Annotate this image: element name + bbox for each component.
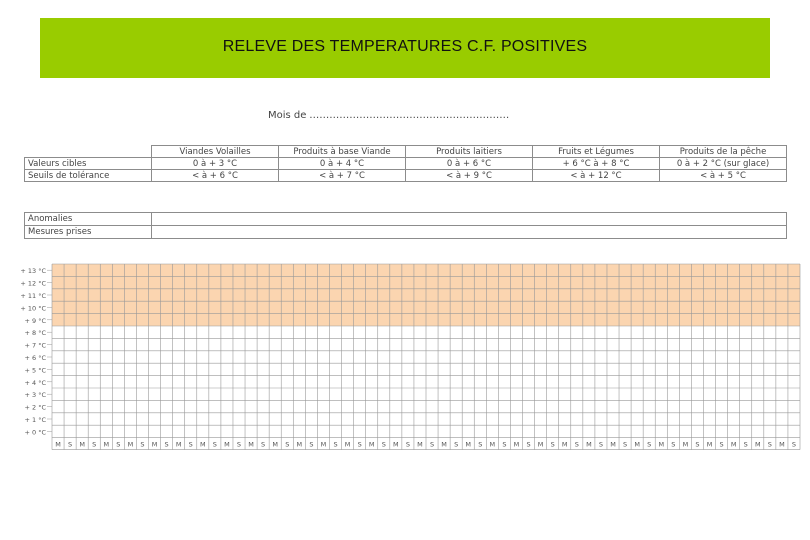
column-label: M [441, 440, 447, 449]
thresholds-corner [25, 146, 152, 158]
column-label: S [381, 440, 386, 449]
row-label: Anomalies [25, 213, 152, 226]
column-label: S [767, 440, 772, 449]
column-label: M [634, 440, 640, 449]
column-label: S [164, 440, 169, 449]
column-label: S [791, 440, 797, 449]
column-label: M [296, 440, 303, 449]
column-label: M [224, 440, 230, 449]
y-axis-label: + 13 °C [20, 267, 46, 276]
column-label: S [92, 440, 97, 449]
column-label: S [333, 440, 338, 449]
y-axis-label: + 2 °C [24, 403, 46, 412]
target-value-cell: 0 à + 2 °C (sur glace) [660, 158, 787, 170]
y-axis-label: + 4 °C [24, 378, 46, 387]
y-axis-label: + 6 °C [24, 354, 46, 362]
anomalies-table [24, 212, 787, 239]
y-axis-label: + 3 °C [24, 391, 46, 400]
column-label: M [393, 440, 399, 449]
category-header: Produits laitiers [406, 146, 533, 158]
column-label: M [103, 440, 110, 449]
column-label: M [513, 440, 520, 449]
column-label: M [320, 440, 327, 449]
target-value-cell: + 6 °C à + 8 °C [533, 158, 660, 170]
column-label: S [478, 440, 483, 449]
month-label: Mois de [268, 110, 307, 121]
target-value-cell: 0 à + 4 °C [279, 158, 406, 170]
page-title: RELEVE DES TEMPERATURES C.F. POSITIVES [222, 37, 588, 55]
target-value-cell: 0 à + 6 °C [406, 158, 533, 170]
category-header: Viandes Volailles [152, 146, 279, 158]
thresholds-header-row [25, 146, 787, 158]
column-label: M [610, 440, 616, 449]
y-axis-label: + 9 °C [24, 316, 46, 325]
column-label: S [405, 440, 410, 449]
measures-row [25, 226, 787, 239]
column-label: M [417, 440, 423, 449]
tolerance-cell: < à + 6 °C [152, 170, 279, 182]
y-axis-label: + 0 °C [24, 428, 46, 437]
column-label: M [658, 440, 665, 449]
column-label: M [151, 440, 158, 449]
column-label: S [622, 440, 628, 449]
category-header: Fruits et Légumes [533, 146, 660, 158]
tolerance-row [25, 170, 787, 182]
y-axis-label: + 11 °C [20, 292, 46, 300]
target-value-cell: 0 à + 3 °C [152, 158, 279, 170]
column-label: S [236, 440, 242, 449]
column-label: S [429, 440, 435, 449]
column-label: S [116, 440, 121, 449]
column-label: S [285, 440, 290, 449]
measures-entry[interactable] [152, 226, 787, 239]
target-values-row [25, 158, 787, 170]
row-label: Seuils de tolérance [25, 170, 152, 182]
column-label: M [175, 440, 182, 449]
column-label: S [212, 440, 217, 449]
column-label: S [647, 440, 652, 449]
y-axis-label: + 12 °C [20, 279, 46, 288]
column-label: M [272, 440, 278, 449]
column-label: M [368, 440, 375, 449]
column-label: S [454, 440, 459, 449]
title-banner [40, 18, 770, 78]
month-field [268, 110, 509, 121]
column-label: M [537, 440, 544, 449]
column-label: S [261, 440, 266, 449]
column-label: M [55, 440, 61, 449]
anomalies-entry[interactable] [152, 213, 787, 226]
category-header: Produits à base Viande [279, 146, 406, 158]
column-label: M [561, 440, 568, 449]
column-label: M [706, 440, 713, 449]
column-label: M [730, 440, 737, 449]
y-axis-label: + 7 °C [24, 341, 46, 350]
column-label: M [79, 440, 85, 449]
column-label: S [502, 440, 507, 449]
column-label: S [719, 440, 724, 449]
column-label: M [127, 440, 134, 449]
tolerance-cell: < à + 5 °C [660, 170, 787, 182]
column-label: M [754, 440, 761, 449]
column-label: S [671, 440, 676, 449]
column-label: M [489, 440, 496, 449]
column-label: S [526, 440, 531, 449]
thresholds-table [24, 145, 787, 182]
column-label: M [248, 440, 254, 449]
column-label: S [695, 440, 700, 449]
row-label: Mesures prises [25, 226, 152, 239]
month-dots: …………………………………………………… [309, 110, 510, 121]
column-label: M [682, 440, 689, 449]
column-label: S [574, 440, 579, 449]
tolerance-cell: < à + 7 °C [279, 170, 406, 182]
column-label: S [309, 440, 314, 449]
tolerance-cell: < à + 12 °C [533, 170, 660, 182]
column-label: S [550, 440, 555, 449]
temperature-grid [0, 260, 810, 465]
anomalies-row [25, 213, 787, 226]
category-header: Produits de la pêche [660, 146, 787, 158]
column-label: S [357, 440, 362, 449]
column-label: S [743, 440, 748, 449]
column-label: S [598, 440, 604, 449]
column-label: M [344, 440, 351, 449]
column-label: M [779, 440, 785, 449]
column-label: S [140, 440, 145, 449]
column-label: M [200, 440, 206, 449]
y-axis-label: + 10 °C [20, 304, 46, 313]
y-axis-label: + 8 °C [24, 329, 46, 338]
y-axis-label: + 1 °C [24, 416, 46, 424]
column-label: S [188, 440, 193, 449]
column-label: S [68, 440, 73, 449]
tolerance-cell: < à + 9 °C [406, 170, 533, 182]
y-axis-label: + 5 °C [24, 366, 46, 375]
column-label: M [465, 440, 472, 449]
column-label: M [586, 440, 592, 449]
row-label: Valeurs cibles [25, 158, 152, 170]
